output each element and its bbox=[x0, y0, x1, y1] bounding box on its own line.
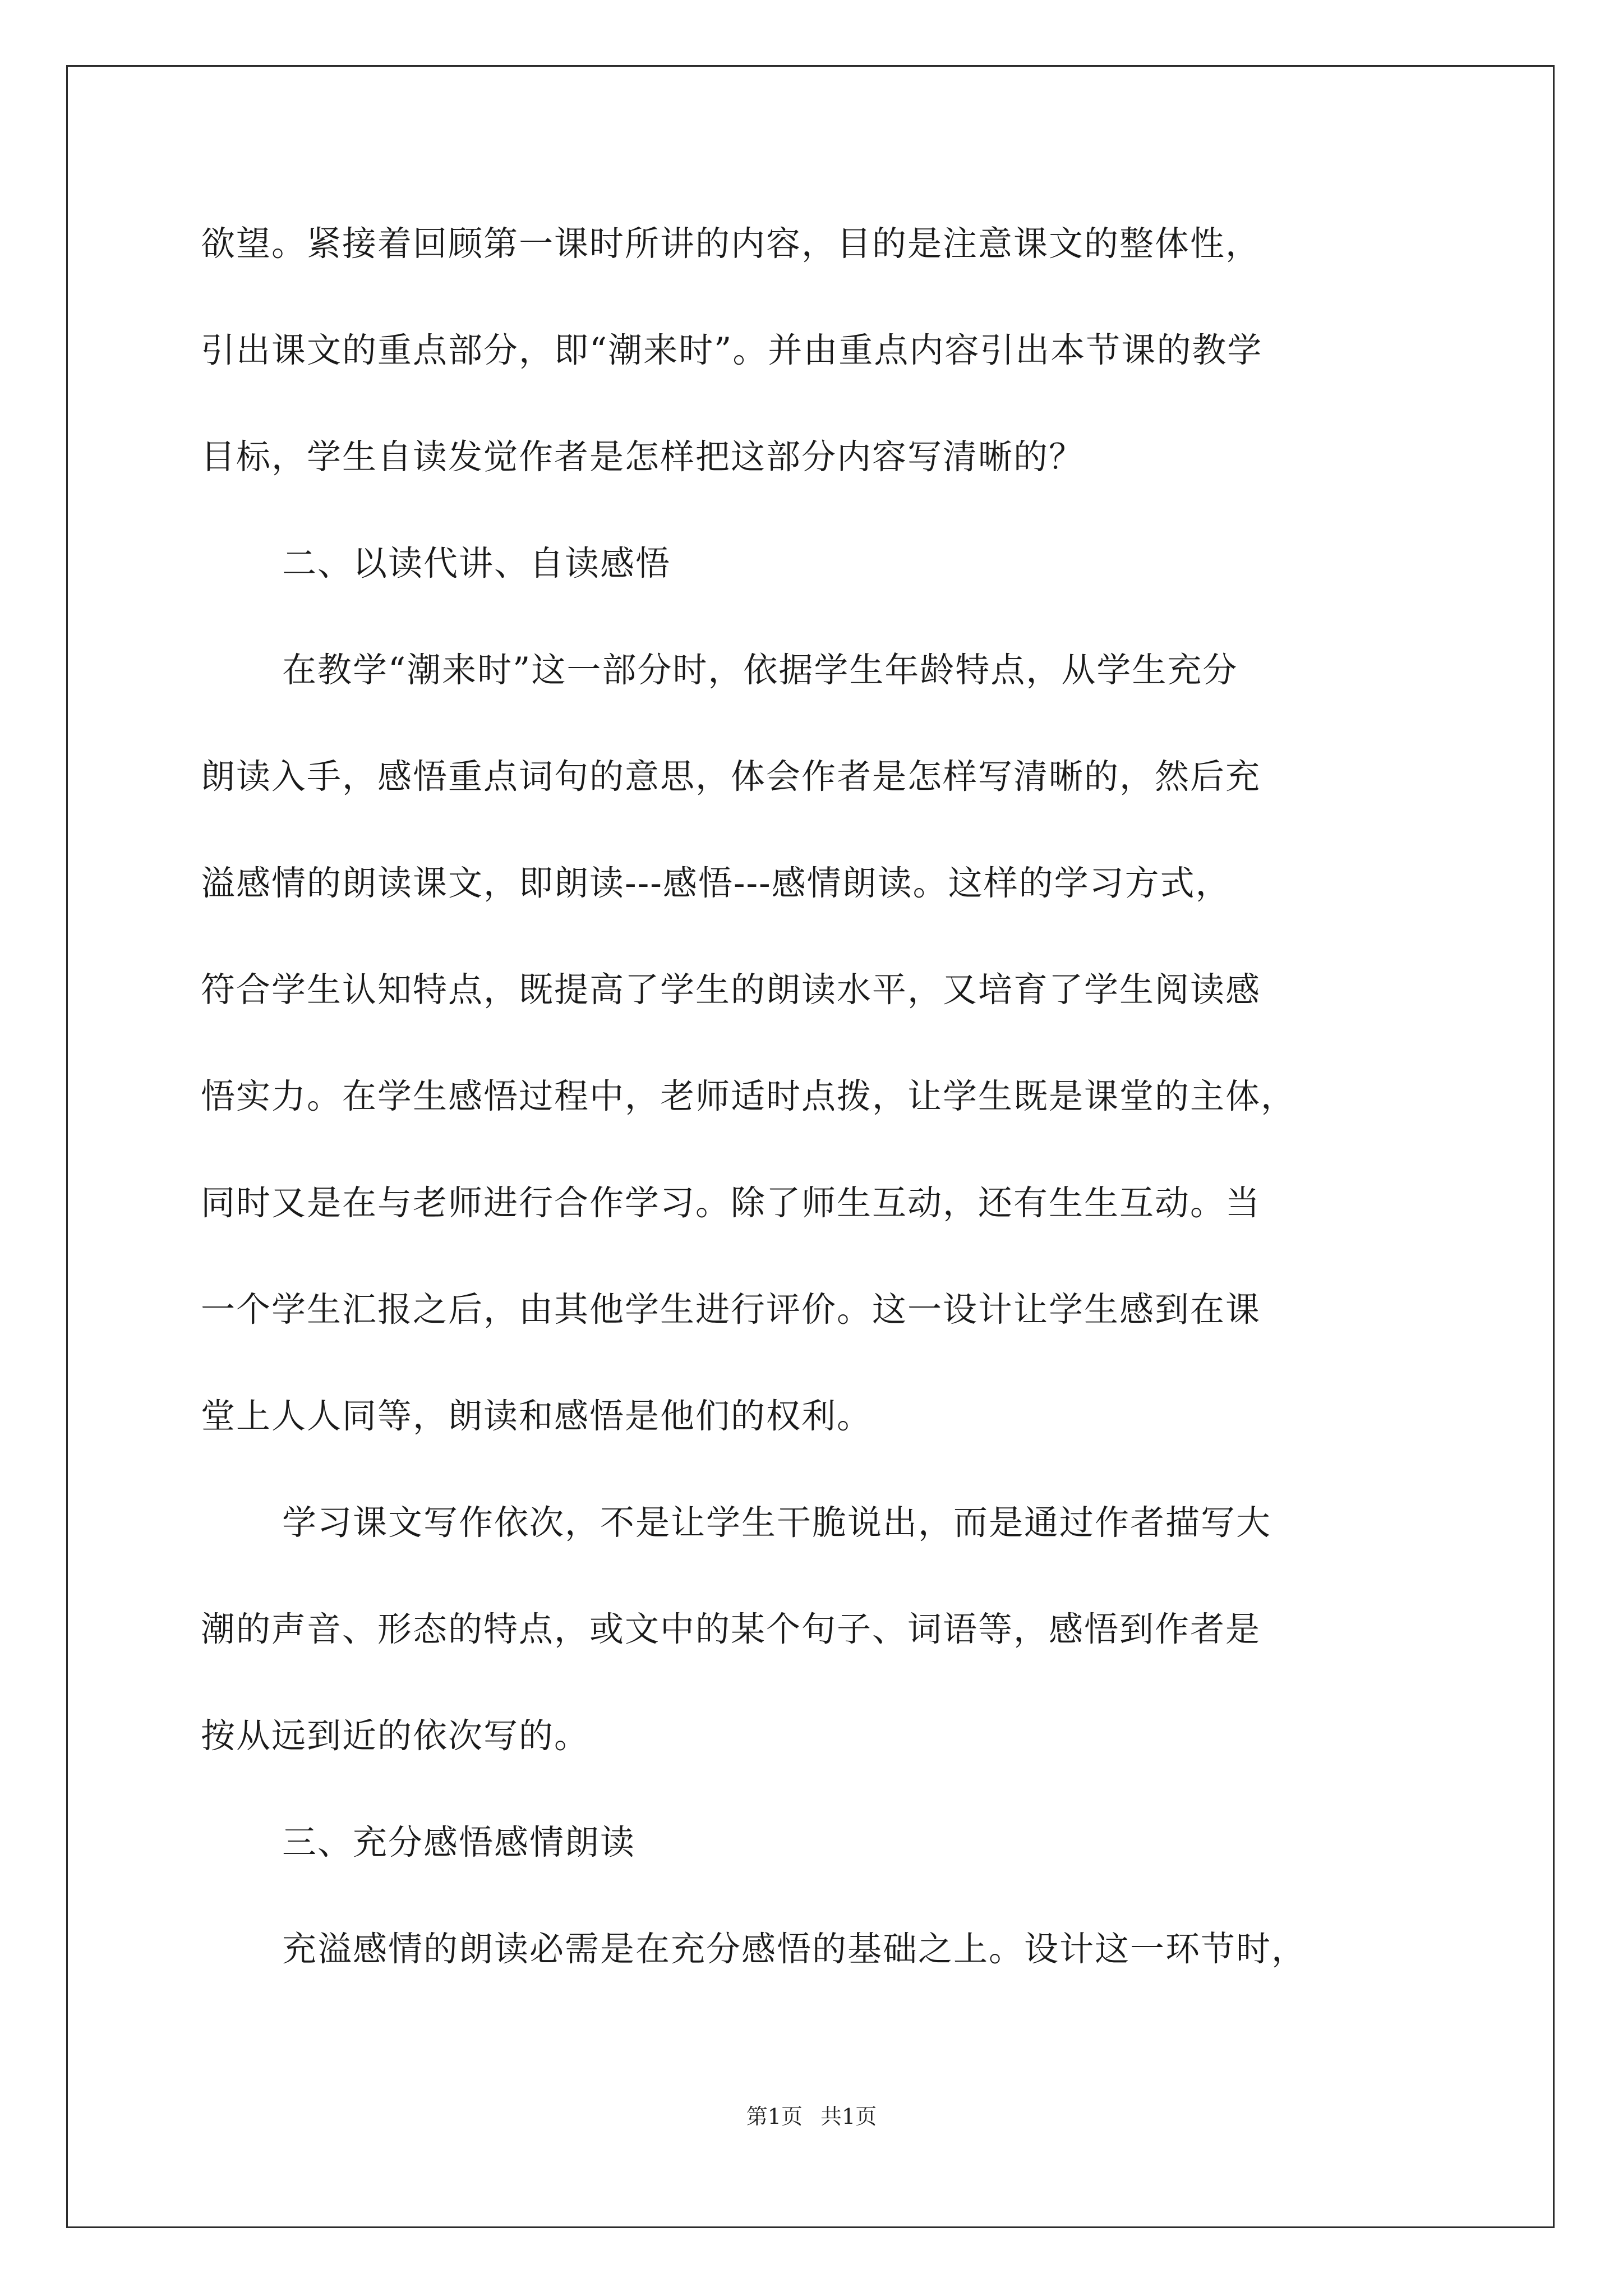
page-number: 第1页 bbox=[746, 2104, 803, 2129]
text-line-1: 欲望。紧接着回顾第一课时所讲的内容，目的是注意课文的整体性， bbox=[201, 224, 1261, 264]
text-line-15: 按从远到近的依次写的。 bbox=[201, 1716, 590, 1756]
text-line-3: 目标，学生自读发觉作者是怎样把这部分内容写清晰的？ bbox=[201, 437, 1085, 477]
text-line-5: 在教学“潮来时”这一部分时，依据学生年龄特点，从学生充分 bbox=[282, 650, 1238, 690]
document-body bbox=[201, 191, 1440, 2003]
text-line-10: 同时又是在与老师进行合作学习。除了师生互动，还有生生互动。当 bbox=[201, 1183, 1261, 1223]
page-total: 共1页 bbox=[820, 2104, 877, 2129]
text-line-8: 符合学生认知特点，既提高了学生的朗读水平，又培育了学生阅读感 bbox=[201, 970, 1261, 1010]
text-line-11: 一个学生汇报之后，由其他学生进行评价。这一设计让学生感到在课 bbox=[201, 1290, 1261, 1329]
text-line-7: 溢感情的朗读课文，即朗读---感悟---感情朗读。这样的学习方式， bbox=[201, 863, 1231, 903]
text-line-12: 堂上人人同等，朗读和感悟是他们的权利。 bbox=[201, 1396, 873, 1436]
text-line-9: 悟实力。在学生感悟过程中，老师适时点拨，让学生既是课堂的主体， bbox=[201, 1076, 1297, 1116]
section-heading-3: 三、充分感悟感情朗读 bbox=[282, 1823, 636, 1862]
text-line-17: 充溢感情的朗读必需是在充分感悟的基础之上。设计这一环节时， bbox=[282, 1929, 1307, 1969]
text-line-13: 学习课文写作依次，不是让学生干脆说出，而是通过作者描写大 bbox=[282, 1503, 1272, 1543]
page-footer bbox=[0, 2099, 1623, 2130]
text-line-2: 引出课文的重点部分，即“潮来时”。并由重点内容引出本节课的教学 bbox=[201, 330, 1263, 370]
text-line-6: 朗读入手，感悟重点词句的意思，体会作者是怎样写清晰的，然后充 bbox=[201, 757, 1261, 797]
section-heading-2: 二、以读代讲、自读感悟 bbox=[282, 544, 671, 583]
text-line-14: 潮的声音、形态的特点，或文中的某个句子、词语等，感悟到作者是 bbox=[201, 1609, 1261, 1649]
